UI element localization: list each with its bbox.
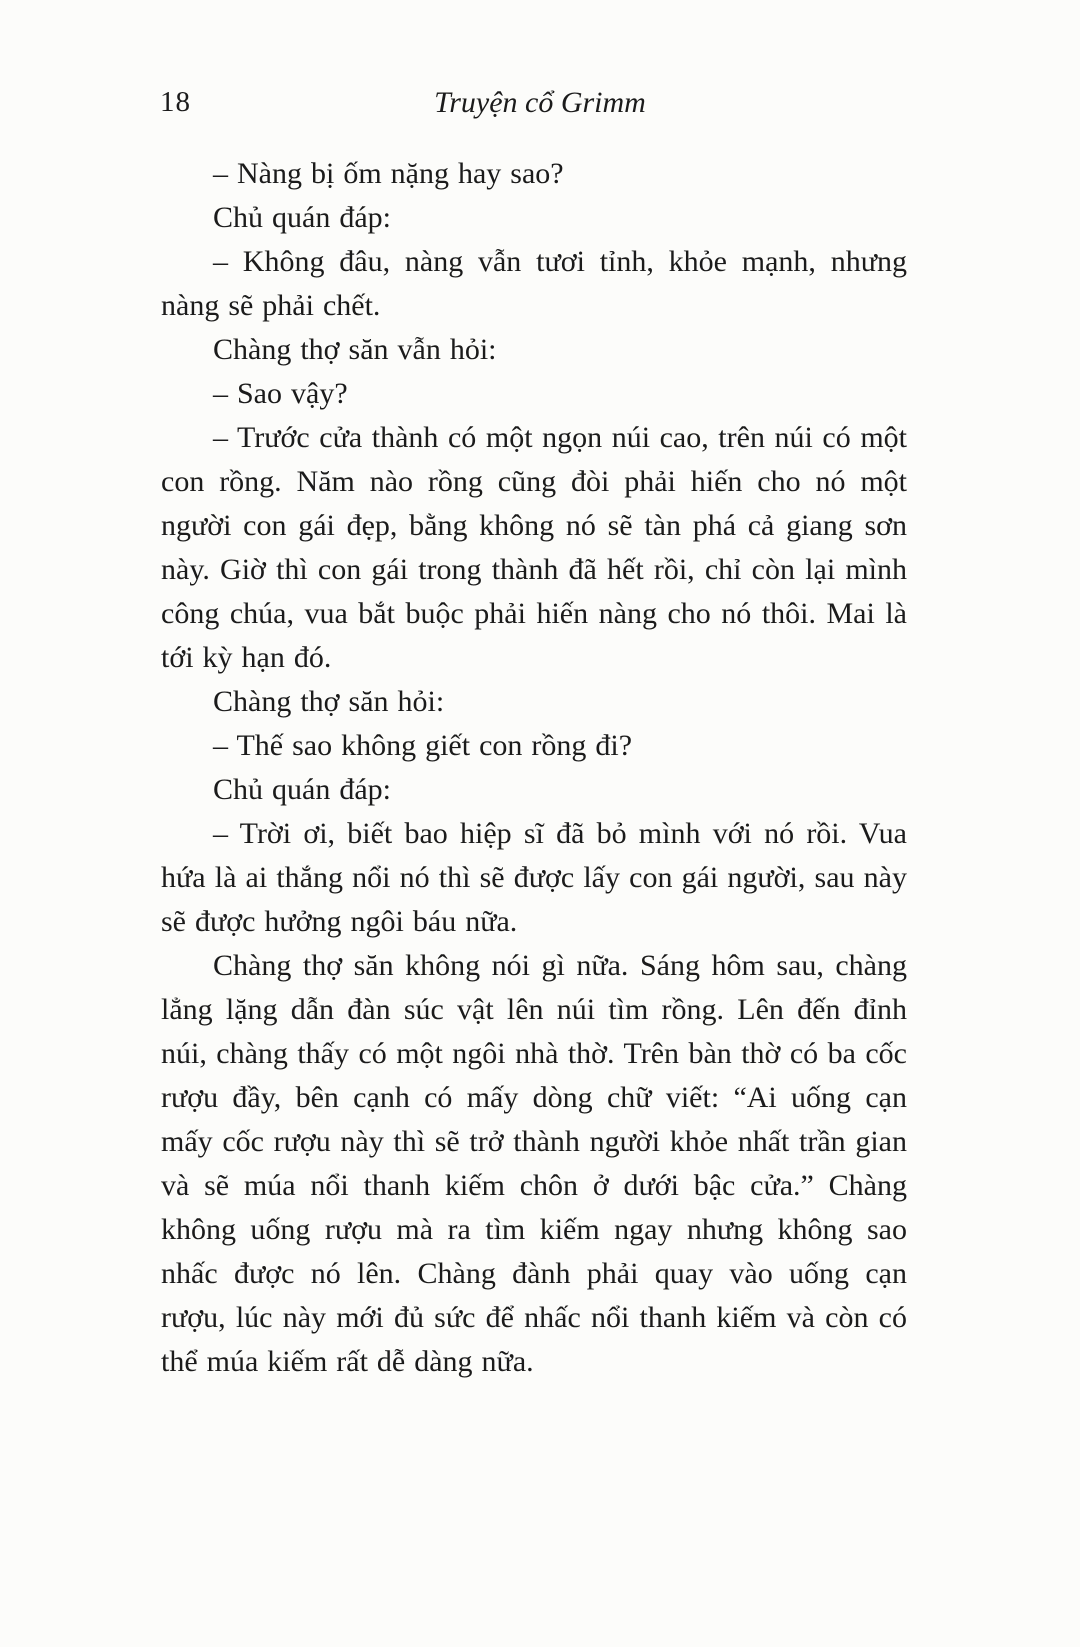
paragraph: – Trước cửa thành có một ngọn núi cao, trên núi có một con rồng. Năm nào rồng cũng đòi phải hiến cho nó một người con gái đẹp, bằng không nó sẽ tàn phá cả giang sơn này. Giờ thì con gái trong thành đã hết rồi, chỉ còn lại mình công chúa, vua bắt buộc phải hiến nàng cho nó thôi. Mai là tới kỳ hạn đó. [161,421,907,674]
paragraph: – Không đâu, nàng vẫn tươi tỉnh, khỏe mạnh, nhưng nàng sẽ phải chết. [161,245,907,322]
paragraph: Chàng thợ săn hỏi: [213,685,445,718]
paragraph: – Nàng bị ốm nặng hay sao? [213,157,564,190]
paragraph: – Trời ơi, biết bao hiệp sĩ đã bỏ mình với nó rồi. Vua hứa là ai thắng nổi nó thì sẽ được lấy con gái người, sau này sẽ được hưởng ngôi báu nữa. [161,817,907,938]
paragraph: Chàng thợ săn vẫn hỏi: [213,333,497,366]
paragraph: – Thế sao không giết con rồng đi? [213,729,633,762]
running-title: Truyện cổ Grimm [434,86,646,119]
page-number: 18 [160,86,191,118]
paragraph: Chủ quán đáp: [213,773,391,806]
running-head [0,86,1080,126]
paragraph: Chàng thợ săn không nói gì nữa. Sáng hôm sau, chàng lẳng lặng dẫn đàn súc vật lên núi tìm rồng. Lên đến đỉnh núi, chàng thấy có một ngôi nhà thờ. Trên bàn thờ có ba cốc rượu đầy, bên cạnh có mấy dòng chữ viết: “Ai uống cạn mấy cốc rượu này thì sẽ trở thành người khỏe nhất trần gian và sẽ múa nổi thanh kiếm chôn ở dưới bậc cửa.” Chàng không uống rượu mà ra tìm kiếm ngay nhưng không sao nhấc được nó lên. Chàng đành phải quay vào uống cạn rượu, lúc này mới đủ sức để nhấc nổi thanh kiếm và còn có thể múa kiếm rất dễ dàng nữa. [161,949,907,1378]
paragraph: Chủ quán đáp: [213,201,391,234]
paragraph: – Sao vậy? [213,377,348,410]
body-text [161,152,907,1384]
